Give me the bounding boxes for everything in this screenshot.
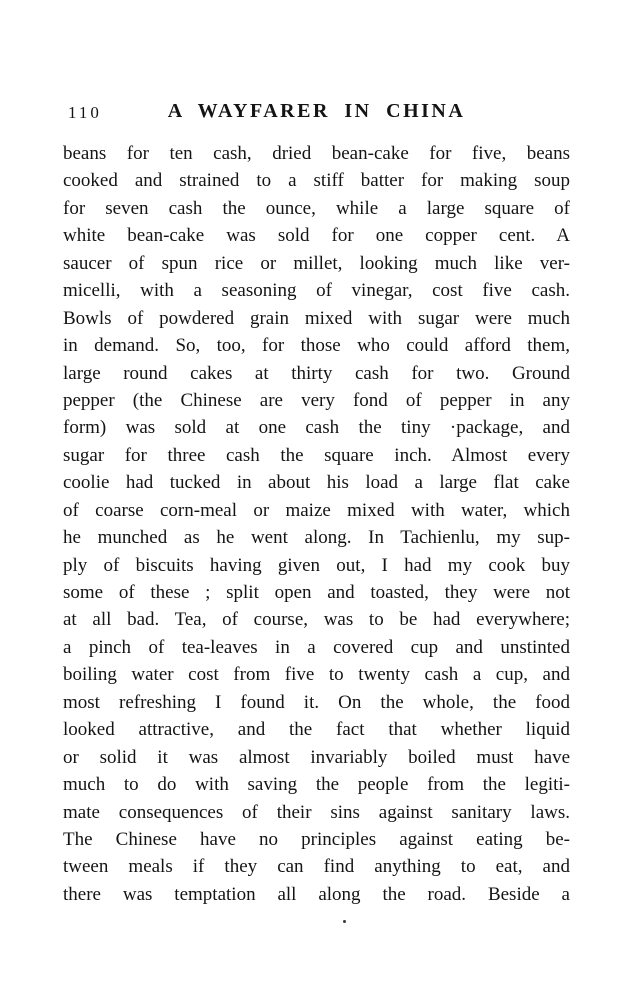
text-line: he munched as he went along. In Tachienlu, my sup- — [63, 527, 570, 549]
text-line: Bowls of powdered grain mixed with sugar were much — [63, 307, 570, 329]
running-header — [63, 100, 570, 126]
text-line: saucer of spun rice or millet, looking much like ver- — [63, 252, 570, 274]
text-line: coolie had tucked in about his load a large flat cake — [63, 472, 570, 494]
text-line: beans for ten cash, dried bean-cake for five, beans — [63, 143, 570, 164]
text-line: ply of biscuits having given out, I had my cook buy — [63, 554, 570, 576]
text-line: for seven cash the ounce, while a large square of — [63, 197, 570, 219]
text-line: micelli, with a seasoning of vinegar, cost five cash. — [63, 280, 570, 302]
text-line: sugar for three cash the square inch. Almost every — [63, 444, 570, 466]
text-line: looked attractive, and the fact that whether liquid — [63, 719, 570, 741]
text-line: there was temptation all along the road. Beside a — [63, 883, 570, 905]
text-line: in demand. So, too, for those who could afford them, — [63, 335, 570, 357]
text-line: form) was sold at one cash the tiny ·package, and — [63, 417, 570, 439]
text-line: large round cakes at thirty cash for two. Ground — [63, 362, 570, 384]
text-line: boiling water cost from five to twenty cash a cup, and — [63, 664, 570, 686]
text-line: The Chinese have no principles against eating be- — [63, 828, 570, 850]
text-line: pepper (the Chinese are very fond of pepper in any — [63, 389, 570, 411]
page-number: 110 — [68, 103, 102, 122]
text-line: mate consequences of their sins against sanitary laws. — [63, 801, 570, 823]
stray-ink-dot — [343, 920, 346, 923]
text-line: or solid it was almost invariably boiled must have — [63, 746, 570, 768]
text-line: cooked and strained to a stiff batter for making soup — [63, 170, 570, 192]
text-line: a pinch of tea-leaves in a covered cup and unstinted — [63, 636, 570, 658]
running-title: A WAYFARER IN CHINA — [167, 100, 466, 122]
text-line: at all bad. Tea, of course, was to be had everywhere; — [63, 609, 570, 631]
body-text-block — [63, 140, 570, 908]
text-line: tween meals if they can find anything to eat, and — [63, 856, 570, 878]
text-line: white bean-cake was sold for one copper cent. A — [63, 225, 570, 247]
text-line: most refreshing I found it. On the whole, the food — [63, 691, 570, 713]
text-line: much to do with saving the people from the legiti- — [63, 774, 570, 796]
text-line: some of these ; split open and toasted, they were not — [63, 582, 570, 603]
text-line: of coarse corn-meal or maize mixed with water, which — [63, 499, 570, 521]
